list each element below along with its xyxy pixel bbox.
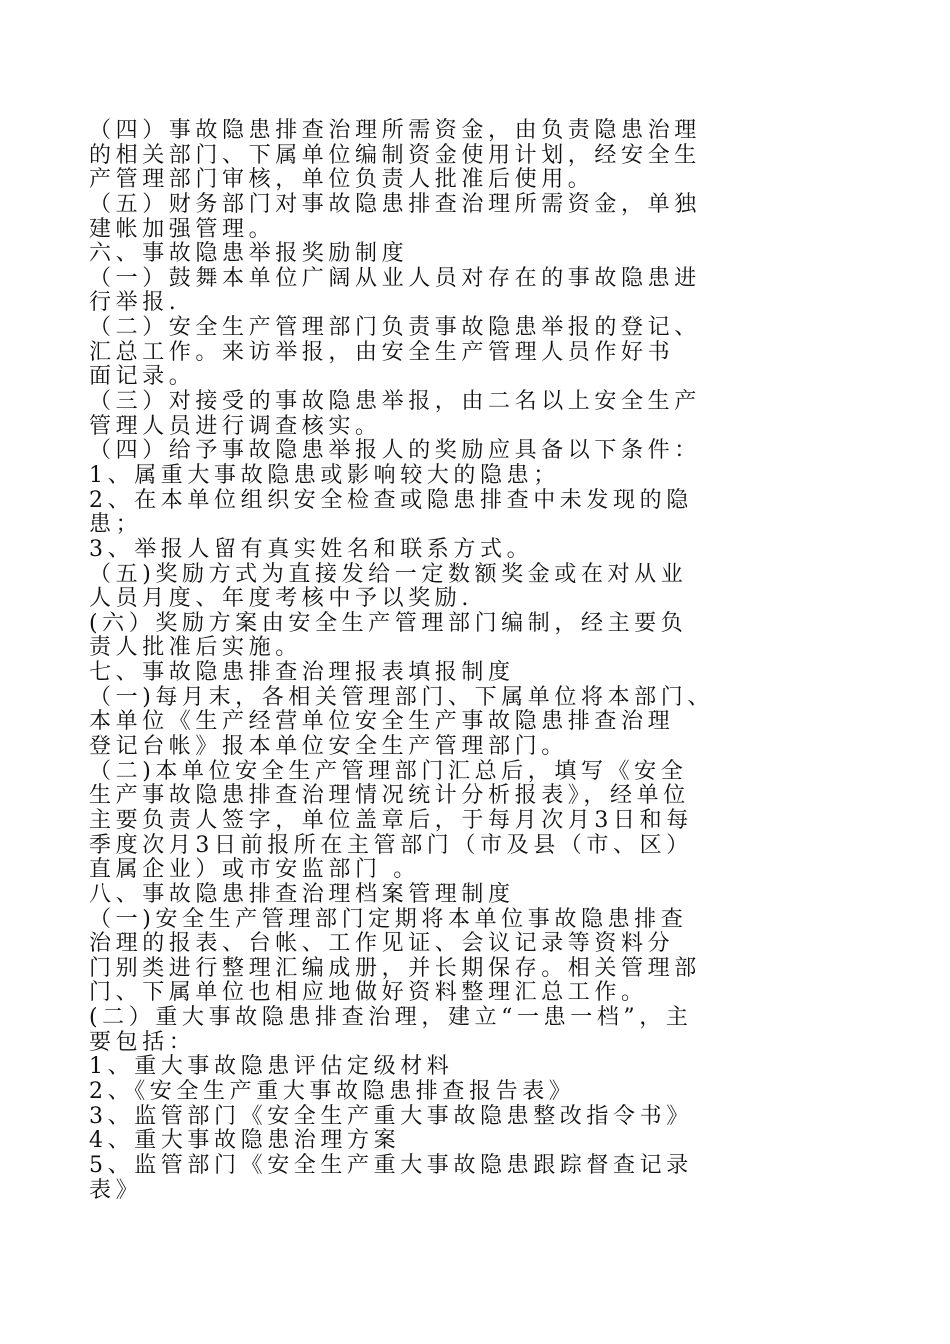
text-line: 本单位《生产经营单位安全生产事故隐患排查治理 <box>89 709 675 735</box>
text-line: （一）鼓舞本单位广阔从业人员对存在的事故隐患进 <box>89 265 701 291</box>
text-line: （三）对接受的事故隐患举报，由二名以上安全生产 <box>89 389 701 415</box>
text-line: 治理的报表、台帐、工作见证、会议记录等资料分 <box>89 931 675 957</box>
list-item: 4、重大事故隐患治理方案 <box>89 1128 401 1154</box>
text-line: 面记录。 <box>89 364 196 390</box>
text-line: 直属企业）或市安监部门 。 <box>89 857 420 883</box>
text-line: 产管理部门审核，单位负责人批准后使用。 <box>89 167 595 193</box>
text-line: 管理人员进行调查核实。 <box>89 413 382 439</box>
text-line: （一)安全生产管理部门定期将本单位事故隐患排查 <box>89 906 688 932</box>
text-line: 门、下属单位也相应地做好资料整理汇总工作。 <box>89 980 648 1006</box>
list-item: 3、监管部门《安全生产重大事故隐患整改指令书》 <box>89 1103 693 1129</box>
text-line: （四）事故隐患排查治理所需资金，由负责隐患治理 <box>89 118 701 143</box>
text-line: （二）安全生产管理部门负责事故隐患举报的登记、 <box>89 315 701 341</box>
list-item: 3、举报人留有真实姓名和联系方式。 <box>89 536 534 562</box>
list-item: 2、《安全生产重大事故隐患排查报告表》 <box>89 1078 576 1104</box>
text-line: 人员月度、年度考核中予以奖励. <box>89 586 473 612</box>
text-line: （五）财务部门对事故隐患排查治理所需资金，单独 <box>89 191 701 217</box>
text-line: 登记台帐》报本单位安全生产管理部门。 <box>89 734 568 760</box>
section-heading: 七、事故隐患排查治理报表填报制度 <box>89 660 515 686</box>
text-line: （五)奖励方式为直接发给一定数额奖金或在对从业 <box>89 561 688 587</box>
text-line: 建帐加强管理。 <box>89 216 276 242</box>
text-line: 患； <box>89 512 143 538</box>
text-line: （一)每月末，各相关管理部门、下属单位将本部门、 <box>89 684 714 710</box>
text-line: 汇总工作。来访举报，由安全生产管理人员作好书 <box>89 339 675 365</box>
text-line: 行举报. <box>89 290 181 316</box>
list-item: 1、重大事故隐患评估定级材料 <box>89 1054 454 1080</box>
text-line: (二）重大事故隐患排查治理，建立“一患一档”，主 <box>89 1005 693 1031</box>
text-line: 门别类进行整理汇编成册，并长期保存。相关管理部 <box>89 955 701 981</box>
text-line: 的相关部门、下属单位编制资金使用计划，经安全生 <box>89 142 701 168</box>
text-line: (六）奖励方案由安全生产管理部门编制，经主要负 <box>89 610 688 636</box>
list-item: 1、属重大事故隐患或影响较大的隐患； <box>89 462 560 488</box>
section-heading: 八、事故隐患排查治理档案管理制度 <box>89 881 515 907</box>
text-line: 表》 <box>89 1177 143 1203</box>
text-line: （四）给予事故隐患举报人的奖励应具备以下条件： <box>89 438 701 464</box>
text-line: 主要负责人签字，单位盖章后，于每月次月3日和每 <box>89 807 693 833</box>
document-page <box>89 119 869 1203</box>
text-line: 季度次月3日前报所在主管部门（市及县（市、区） <box>89 832 693 858</box>
list-item: 5、监管部门《安全生产重大事故隐患跟踪督查记录 <box>89 1152 693 1178</box>
list-item: 2、在本单位组织安全检查或隐患排查中未发现的隐 <box>89 487 693 513</box>
text-line: 责人批准后实施。 <box>89 635 302 661</box>
text-line: 要包括： <box>89 1029 196 1055</box>
text-line: （二)本单位安全生产管理部门汇总后，填写《安全 <box>89 758 688 784</box>
section-heading: 六、事故隐患举报奖励制度 <box>89 241 409 267</box>
text-line: 生产事故隐患排查治理情况统计分析报表》，经单位 <box>89 783 690 809</box>
